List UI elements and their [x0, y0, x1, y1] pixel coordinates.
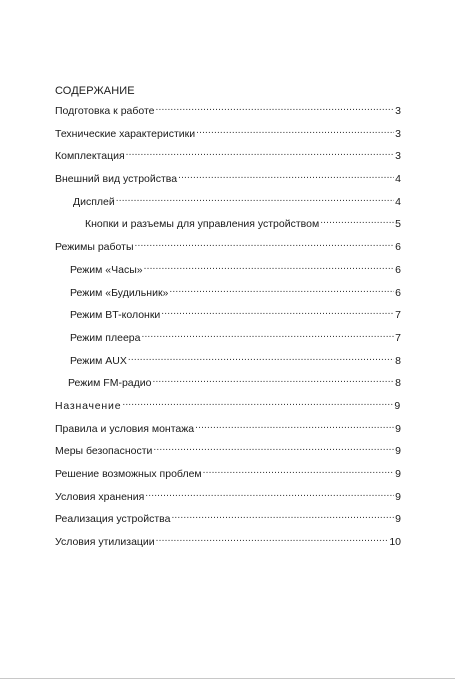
toc-entry-page-number: 9	[395, 445, 401, 458]
dot-leader	[178, 169, 394, 182]
toc-entry	[55, 464, 401, 487]
toc-entry	[55, 214, 401, 237]
toc-entry-page-number: 9	[395, 513, 401, 526]
toc-entry-label: Режим FM-радио	[68, 377, 152, 390]
toc-entry-label: Подготовка к работе	[55, 105, 155, 117]
toc-entry-label: Меры безопасности	[55, 445, 153, 458]
dot-leader	[126, 146, 395, 159]
toc-entry-label: Режим BT-колонки	[70, 309, 161, 322]
toc-entry-label: Комплектация	[55, 150, 125, 163]
dot-leader	[152, 373, 394, 386]
toc-entry-label: Режим плеера	[70, 331, 141, 344]
toc-entry-page-number: 4	[395, 173, 401, 186]
toc-entry-page-number: 5	[395, 218, 401, 231]
toc-entry-label: Режимы работы	[55, 241, 134, 254]
toc-entry	[55, 351, 401, 374]
dot-leader	[144, 260, 395, 273]
toc-entry-page-number: 4	[395, 195, 401, 208]
dot-leader	[128, 351, 394, 364]
toc-entry	[55, 509, 401, 532]
dot-leader	[196, 124, 394, 137]
toc-title: СОДЕРЖАНИЕ	[55, 85, 135, 97]
toc-entry-label: Правила и условия монтажа	[55, 422, 195, 435]
toc-entry-page-number: 7	[395, 331, 401, 344]
toc-entry	[55, 146, 401, 169]
dot-leader	[135, 237, 395, 250]
toc-entry-label: Решение возможных проблем	[55, 468, 202, 480]
toc-entry-page-number: 6	[395, 241, 401, 254]
table-of-contents	[55, 85, 401, 555]
toc-entry	[55, 419, 401, 442]
toc-entry	[55, 169, 401, 192]
toc-entry-page-number: 6	[395, 286, 401, 299]
toc-entry-label: Режим «Будильник»	[70, 286, 169, 299]
toc-entry	[55, 260, 401, 283]
toc-entry	[55, 101, 401, 124]
toc-entry-label: Режим AUX	[70, 354, 127, 367]
dot-leader	[145, 487, 394, 500]
toc-entry-page-number: 7	[395, 309, 401, 322]
toc-entry-page-number: 6	[395, 263, 401, 276]
toc-entry-page-number: 9	[394, 399, 401, 412]
dot-leader	[171, 509, 394, 522]
dot-leader	[156, 101, 395, 114]
dot-leader	[195, 419, 394, 432]
toc-entry-page-number: 8	[395, 354, 401, 367]
dot-leader	[156, 532, 389, 545]
dot-leader	[169, 283, 394, 296]
dot-leader	[116, 192, 394, 205]
dot-leader	[153, 441, 394, 454]
toc-entry	[55, 532, 401, 555]
toc-entry-label: Дисплей	[73, 195, 115, 208]
dot-leader	[141, 328, 394, 341]
toc-entry	[55, 237, 401, 260]
toc-list	[55, 101, 401, 555]
toc-entry-page-number: 8	[395, 377, 401, 390]
toc-entry-label: Условия хранения	[55, 490, 145, 503]
toc-entry-page-number: 9	[395, 468, 401, 480]
toc-entry	[55, 396, 401, 419]
toc-entry-page-number: 3	[395, 105, 401, 117]
toc-entry-page-number: 9	[395, 490, 401, 503]
toc-entry-label: Кнопки и разъемы для управления устройством	[85, 218, 320, 231]
dot-leader	[320, 214, 394, 227]
toc-entry-page-number: 9	[395, 422, 401, 435]
bottom-divider	[0, 678, 455, 679]
toc-entry-page-number: 3	[395, 150, 401, 163]
dot-leader	[161, 305, 394, 318]
toc-entry	[55, 441, 401, 464]
toc-entry	[55, 124, 401, 147]
toc-entry	[55, 305, 401, 328]
toc-entry	[55, 283, 401, 306]
toc-entry-label: Назначение	[55, 399, 122, 412]
toc-entry-label: Реализация устройства	[55, 513, 171, 526]
toc-entry-page-number: 3	[395, 127, 401, 140]
toc-entry-page-number: 10	[389, 536, 401, 549]
toc-entry-label: Технические характеристики	[55, 127, 196, 140]
toc-entry-label: Условия утилизации	[55, 536, 155, 549]
dot-leader	[122, 396, 393, 409]
toc-entry-label: Внешний вид устройства	[55, 173, 178, 186]
toc-entry	[55, 328, 401, 351]
toc-entry	[55, 487, 401, 510]
toc-entry-label: Режим «Часы»	[70, 263, 143, 276]
toc-entry	[55, 373, 401, 396]
toc-entry	[55, 192, 401, 215]
dot-leader	[203, 464, 395, 477]
